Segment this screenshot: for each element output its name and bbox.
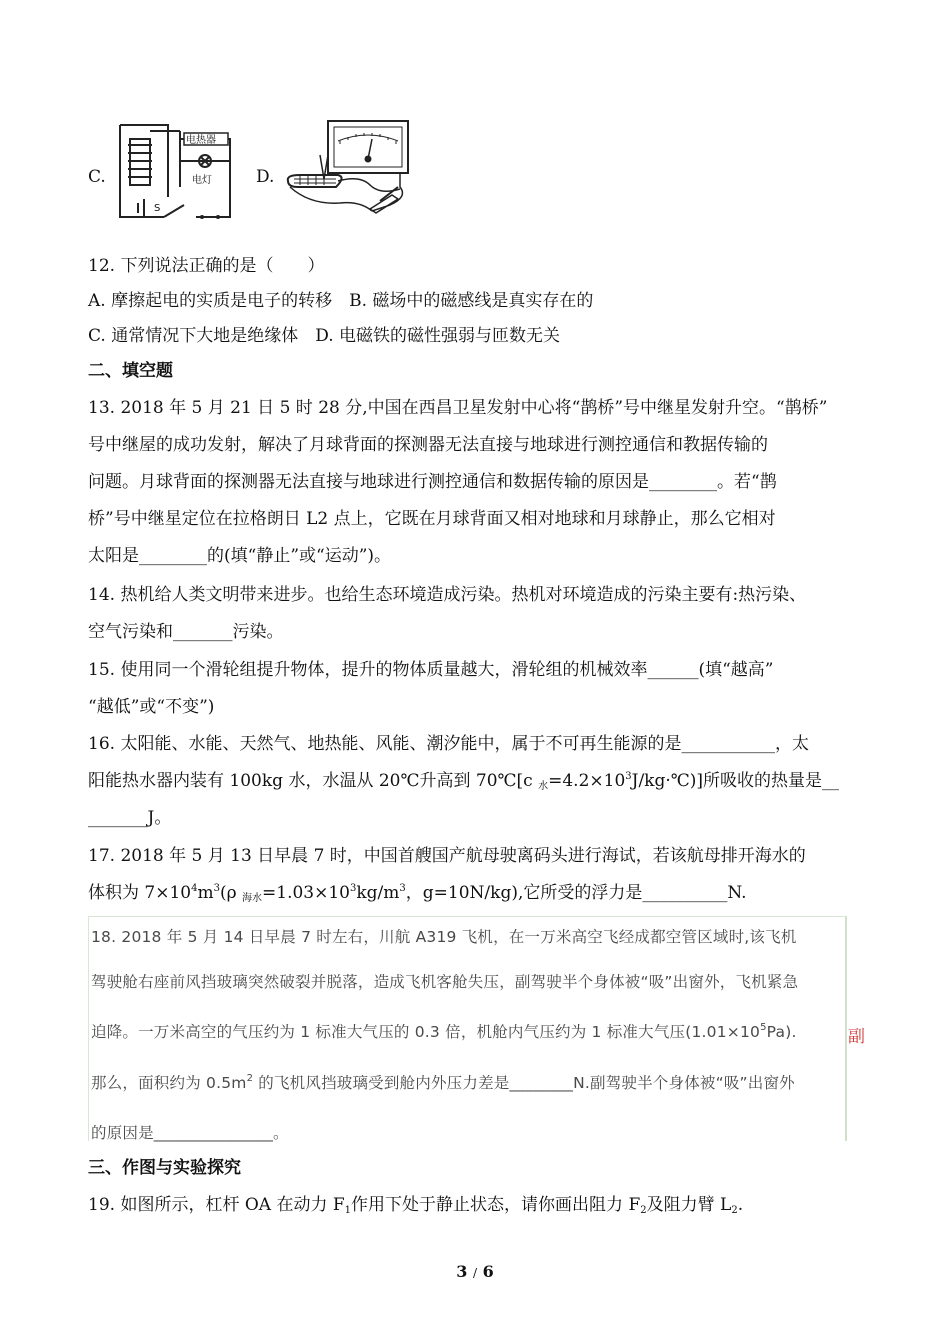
page-number: 3 / 6 <box>456 1262 494 1281</box>
question-12-options-cd: C. 通常情况下大地是绝缘体 D. 电磁铁的磁性强弱与匝数无关 <box>88 326 561 346</box>
question-15-line-1: 15. 使用同一个滑轮组提升物体，提升的物体质量越大，滑轮组的机械效率______(填“越高” <box>88 660 774 680</box>
question-18-line-5: 的原因是_______________。 <box>91 1124 289 1142</box>
question-18-line-3: 迫降。一万米高空的气压约为 1 标准大气压的 0.3 倍，机舱内气压约为 1 标准大气压$(1.01\times 10^5Pa)$. <box>91 1022 797 1041</box>
question-18-line-4: 那么，面积约为 $0.5m^2$ 的飞机风挡玻璃受到舱内外压力差是________N.副驾驶半个身体被“吸”出窗外 <box>91 1073 795 1092</box>
question-16-line-3: _______J。 <box>88 808 172 828</box>
question-13-line-1: 13. 2018 年 5 月 21 日 5 时 28 分,中国在西昌卫星发射中心将“鹊桥”号中继星发射升空。“鹊桥” <box>88 398 828 418</box>
question-17-line-1: 17. 2018 年 5 月 13 日早晨 7 时，中国首艘国产航母驶离码头进行海试，若该航母排开海水的 <box>88 846 806 866</box>
lamp-label: 电灯 <box>192 175 212 186</box>
question-16-line-1: 16. 太阳能、水能、天然气、地热能、风能、潮汐能中，属于不可再生能源的是___________，太 <box>88 734 809 754</box>
section-3-heading: 三、作图与实验探究 <box>88 1158 241 1178</box>
question-19-stem: 19. 如图所示，杠杆 OA 在动力 $F_1$作用下处于静止状态，请你画出阻力 $F_2$及阻力臂 $L_2$. <box>88 1195 744 1216</box>
switch-label: S <box>154 203 161 214</box>
question-13-line-5: 太阳是________的(填“静止”或“运动”)。 <box>88 546 392 566</box>
question-13-line-4: 桥”号中继星定位在拉格朗日 L2 点上，它既在月球背面又相对地球和月球静止，那么它相对 <box>88 509 776 529</box>
section-2-heading: 二、填空题 <box>88 361 173 381</box>
question-14-line-2: 空气污染和_______污染。 <box>88 622 284 642</box>
question-12-options-ab: A. 摩擦起电的实质是电子的转移 B. 磁场中的磁感线是真实存在的 <box>88 291 594 311</box>
option-d-label: D. <box>256 167 275 187</box>
question-14-line-1: 14. 热机给人类文明带来进步。也给生态环境造成污染。热机对环境造成的污染主要有:热污染、 <box>88 585 807 605</box>
question-16-line-2: 阳能热水器内装有 100kg 水，水温从 20℃升高到 70℃[c $_水=4.2\times 10^3J/kg\cdot℃$)]所吸收的热量是__ <box>88 771 840 792</box>
question-15-line-2: “越低”或“不变”) <box>88 697 215 717</box>
question-18-line-2: 驾驶舱右座前风挡玻璃突然破裂并脱落，造成飞机客舱失压，副驾驶半个身体被“吸”出窗外，飞机紧急 <box>91 973 799 991</box>
question-11-options <box>88 115 588 225</box>
question-17-line-2: 体积为 $7\times 10^4m^3(\rho$ $_{海水}=1.03\times 10^3kg/m^3$，g=10N/kg),它所受的浮力是__________N. <box>88 883 747 904</box>
question-12-stem: 12. 下列说法正确的是（ ） <box>88 256 325 276</box>
option-c-label: C. <box>88 167 106 187</box>
question-13-line-3: 问题。月球背面的探测器无法直接与地球进行测控通信和数据传输的原因是________。若“鹊 <box>88 472 777 492</box>
question-18-overflow-char: 副 <box>848 1027 865 1047</box>
heater-label: 电热器 <box>186 135 216 146</box>
galvanometer-induction-figure <box>280 115 420 223</box>
question-13-line-2: 号中继屋的成功发射，解决了月球背面的探测器无法直接与地球进行测控通信和教据传输的 <box>88 435 768 455</box>
question-18-line-1: 18. 2018 年 5 月 14 日早晨 7 时左右，川航 A319 飞机，在一万米高空飞经成都空管区域时,该飞机 <box>91 928 797 946</box>
question-18-image-block <box>88 916 847 1141</box>
electromagnetic-relay-circuit-figure <box>110 121 240 225</box>
